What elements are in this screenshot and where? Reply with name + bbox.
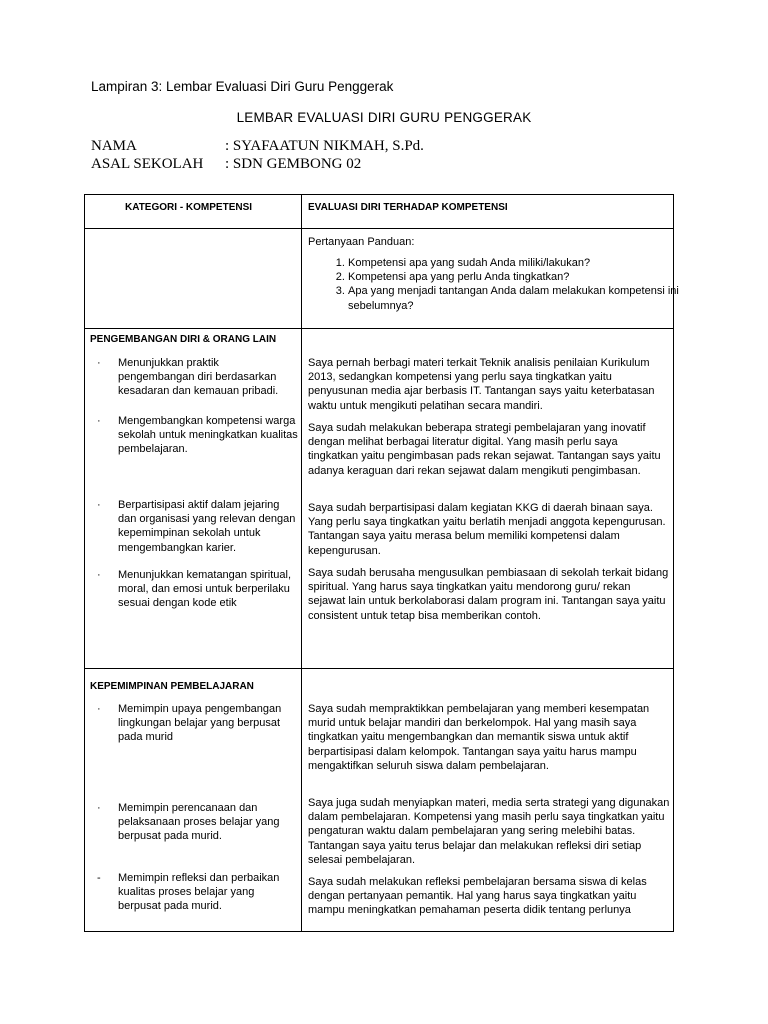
- table-row-divider: [84, 228, 674, 229]
- evaluation-text: Saya juga sudah menyiapkan materi, media serta strategi yang digunakan dalam pembelajaran. Kompetensi yang masih perlu saya tingkatkan yaitu pengaturan waktu dalam pembelajaran yang sering melebihi batas. Tantangan saya yaitu terus belajar dan melakukan refleksi diri setiap selesai pembelajaran.: [308, 797, 670, 866]
- competency-text: Memimpin refleksi dan perbaikan kualitas proses belajar yang berpusat pada murid.: [118, 872, 280, 913]
- bullet: ·: [97, 802, 101, 814]
- bullet: ·: [97, 499, 101, 511]
- guide-questions: [308, 256, 708, 313]
- document-title: LEMBAR EVALUASI DIRI GURU PENGGERAK: [236, 110, 532, 125]
- guide-question: 2. Kompetensi apa yang perlu Anda tingkatkan?: [348, 270, 708, 284]
- section-title-self-development: PENGEMBANGAN DIRI & ORANG LAIN: [90, 334, 277, 345]
- table-column-divider: [301, 194, 302, 932]
- name-value: : SYAFAATUN NIKMAH, S.Pd.: [225, 138, 424, 154]
- section-title-learning-leadership: KEPEMIMPINAN PEMBELAJARAN: [90, 681, 254, 692]
- bullet: -: [97, 872, 101, 884]
- guide-title: Pertanyaan Panduan:: [308, 236, 415, 248]
- competency-text: Menunjukkan praktik pengembangan diri berdasarkan kesadaran dan kemauan pribadi.: [118, 357, 279, 398]
- school-value: : SDN GEMBONG 02: [225, 156, 362, 172]
- evaluation-text: Saya sudah melakukan refleksi pembelajaran bersama siswa di kelas dengan pertanyaan pemantik. Hal yang harus saya tingkatkan yaitu mampu meningkatkan pemahaman peserta didik tentang perlunya: [308, 876, 647, 917]
- guide-question: 1. Kompetensi apa yang sudah Anda miliki/lakukan?: [348, 256, 708, 270]
- table-row-divider: [84, 328, 674, 329]
- bullet: ·: [97, 569, 101, 581]
- header-category: KATEGORI - KOMPETENSI: [125, 202, 253, 213]
- evaluation-text: Saya sudah berusaha mengusulkan pembiasaan di sekolah terkait bidang spiritual. Yang harus saya tingkatkan yaitu mendorong guru/ rekan sejawat lain untuk berkolaborasi dalam program ini. Tantangan saya yaitu consistent untuk tetap bisa memberikan contoh.: [308, 567, 669, 622]
- competency-text: Menunjukkan kematangan spiritual, moral, dan emosi untuk berperilaku sesuai dengan kode etik: [118, 569, 292, 610]
- guide-question: 3. Apa yang menjadi tantangan Anda dalam melakukan kompetensi ini sebelumnya?: [348, 284, 708, 312]
- bullet: ·: [97, 703, 101, 715]
- school-label: ASAL SEKOLAH: [91, 156, 204, 172]
- bullet: ·: [97, 415, 101, 427]
- competency-text: Memimpin upaya pengembangan lingkungan belajar yang berpusat pada murid: [118, 703, 282, 744]
- header-evaluation: EVALUASI DIRI TERHADAP KOMPETENSI: [308, 202, 508, 213]
- evaluation-text: Saya sudah berpartisipasi dalam kegiatan KKG di daerah binaan saya. Yang perlu saya tingkatkan yaitu berlatih menjadi anggota kepengurusan. Tantangan saya yaitu merasa belum memiliki kompetensi dalam kepengurusan.: [308, 502, 666, 557]
- name-label: NAMA: [91, 138, 137, 154]
- competency-text: Berpartisipasi aktif dalam jejaring dan organisasi yang relevan dengan kepemimpinan sekolah untuk mengembangkan karier.: [118, 499, 296, 554]
- competency-text: Mengembangkan kompetensi warga sekolah untuk meningkatkan kualitas pembelajaran.: [118, 415, 298, 456]
- evaluation-text: Saya sudah mempraktikkan pembelajaran yang memberi kesempatan murid untuk belajar mandiri dan berkelompok. Hal yang masih saya tingkatkan yaitu mengembangkan dan memantik siswa untuk aktif berpartisipasi dalam kelompok. Tantangan saya yaitu harus mampu mengaktifkan seluruh siswa dalam pembelajaran.: [308, 703, 650, 772]
- competency-text: Memimpin perencanaan dan pelaksanaan proses belajar yang berpusat pada murid.: [118, 802, 280, 843]
- attachment-label: Lampiran 3: Lembar Evaluasi Diri Guru Penggerak: [91, 79, 394, 94]
- evaluation-text: Saya sudah melakukan beberapa strategi pembelajaran yang inovatif dengan melihat berbagai literatur digital. Yang masih perlu saya tingkatkan yaitu pengimbasan pads rekan sejawat. Tantangan says yaitu adanya keraguan dari rekan sejawat dalam mengikuti pengimbasan.: [308, 422, 661, 477]
- table-row-divider: [84, 668, 674, 669]
- evaluation-text: Saya pernah berbagi materi terkait Teknik analisis penilaian Kurikulum 2013, sedangkan kompetensi yang perlu saya tingkatkan yaitu penyusunan media ajar berbasis IT. Tantangan says yaitu keterbatasan waktu untuk mengikuti pelatihan secara mandiri.: [308, 357, 655, 412]
- bullet: ·: [97, 357, 101, 369]
